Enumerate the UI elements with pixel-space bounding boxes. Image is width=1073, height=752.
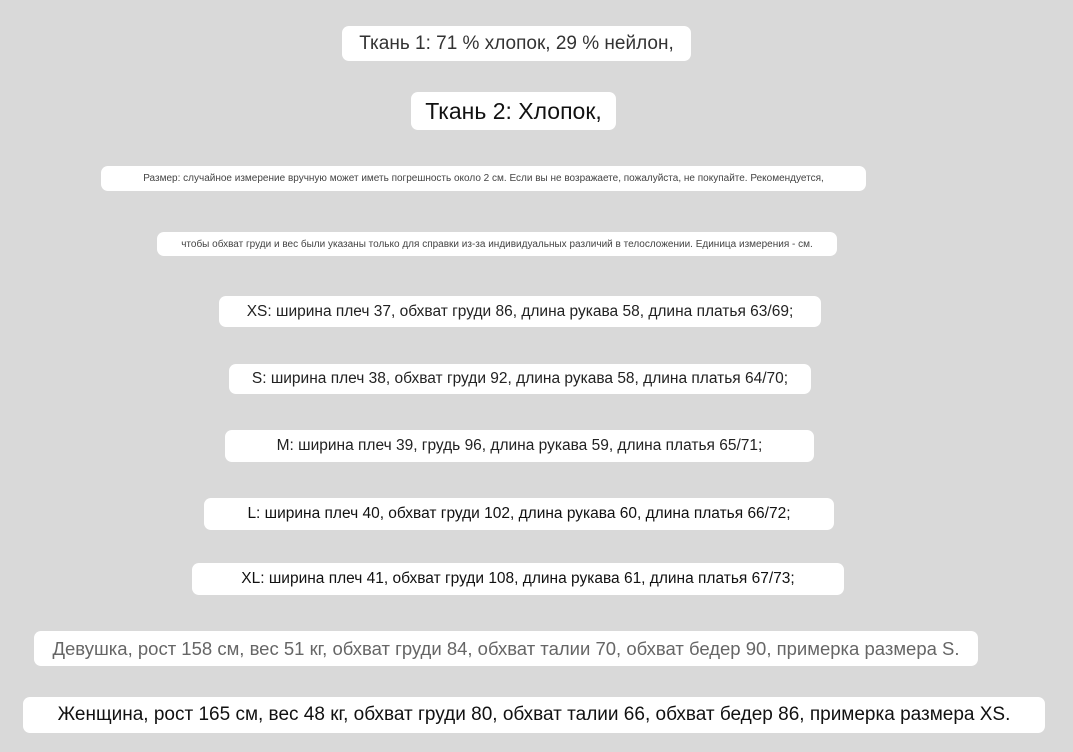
fabric-1-label: Ткань 1: 71 % хлопок, 29 % нейлон,: [342, 26, 691, 61]
size-xs-spec: XS: ширина плеч 37, обхват груди 86, длина рукава 58, длина платья 63/69;: [219, 296, 821, 327]
model-woman-info: Женщина, рост 165 см, вес 48 кг, обхват груди 80, обхват талии 66, обхват бедер 86, примерка размера XS.: [23, 697, 1045, 733]
size-note-line-1: Размер: случайное измерение вручную может иметь погрешность около 2 см. Если вы не возражаете, пожалуйста, не покупайте. Рекомендуется,: [101, 166, 866, 191]
fabric-2-label: Ткань 2: Хлопок,: [411, 92, 616, 130]
size-l-spec: L: ширина плеч 40, обхват груди 102, длина рукава 60, длина платья 66/72;: [204, 498, 834, 530]
size-xl-spec: XL: ширина плеч 41, обхват груди 108, длина рукава 61, длина платья 67/73;: [192, 563, 844, 595]
size-note-line-2: чтобы обхват груди и вес были указаны только для справки из-за индивидуальных различий в телосложении. Единица измерения - см.: [157, 232, 837, 256]
size-m-spec: M: ширина плеч 39, грудь 96, длина рукава 59, длина платья 65/71;: [225, 430, 814, 462]
model-girl-info: Девушка, рост 158 см, вес 51 кг, обхват груди 84, обхват талии 70, обхват бедер 90, примерка размера S.: [34, 631, 978, 666]
size-s-spec: S: ширина плеч 38, обхват груди 92, длина рукава 58, длина платья 64/70;: [229, 364, 811, 394]
